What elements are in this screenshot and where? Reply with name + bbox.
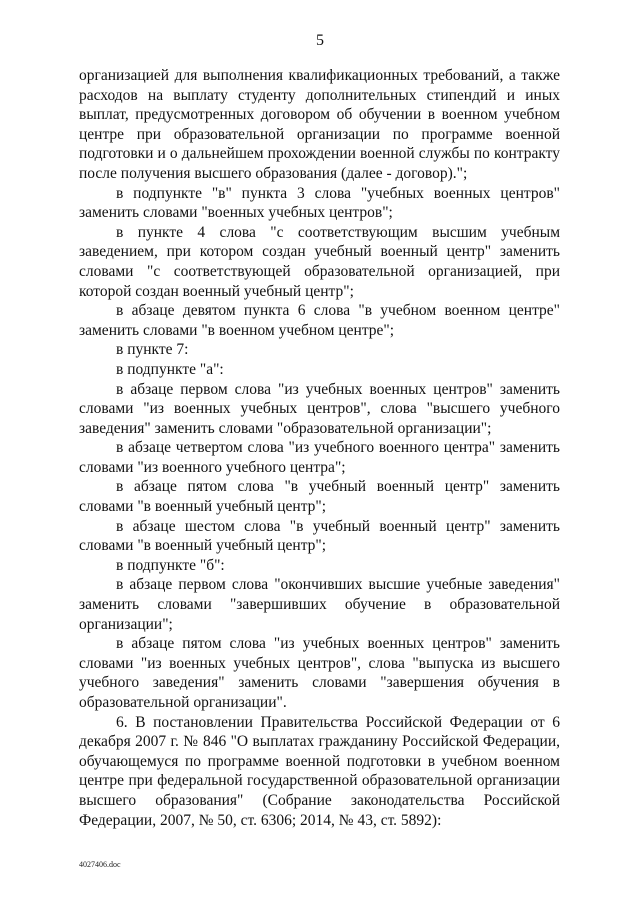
paragraph-13: в абзаце пятом слова "из учебных военных центров" заменить словами "из военных учебных центров", слова "выпуска из высшего учебного заведения" заменить словами "завершения обучения в образовательной организации". <box>79 635 560 711</box>
paragraph-4: в абзаце девятом пункта 6 слова "в учебном военном центре" заменить словами "в военном учебном центре"; <box>79 302 560 339</box>
paragraph-1: организацией для выполнения квалификационных требований, а также расходов на выплату студенту дополнительных стипендий и иных выплат, предусмотренных договором об обучении в военном учебном центре при образовательной организации по программе военной подготовки и о дальнейшем прохождении военной службы по контракту после получения высшего образования (далее - договор)."; <box>79 67 560 182</box>
paragraph-2: в подпункте "в" пункта 3 слова "учебных военных центров" заменить словами "военных учебных центров"; <box>79 184 560 222</box>
paragraph-3: в пункте 4 слова "с соответствующим высшим учебным заведением, при котором создан учебный военный центр" заменить словами "с соответствующей образовательной организацией, при которой создан военный учебный центр"; <box>79 223 560 300</box>
paragraph-11: в подпункте "б": <box>116 556 225 574</box>
paragraph-6: в подпункте "а": <box>116 360 224 378</box>
document-body <box>79 66 560 830</box>
paragraph-9: в абзаце пятом слова "в учебный военный центр" заменить словами "в военный учебный центр"; <box>79 478 560 516</box>
paragraph-5: в пункте 7: <box>116 341 189 359</box>
footer-filename: 4027406.doc <box>79 860 121 869</box>
page-number: 5 <box>316 32 324 49</box>
paragraph-8: в абзаце четвертом слова "из учебного военного центра" заменить словами "из военного учебного центра"; <box>79 439 560 476</box>
paragraph-10: в абзаце шестом слова "в учебный военный центр" заменить словами "в военный учебный центр"; <box>79 517 560 555</box>
paragraph-12: в абзаце первом слова "окончивших высшие учебные заведения" заменить словами "завершивших обучение в образовательной организации"; <box>79 576 560 633</box>
paragraph-14: 6. В постановлении Правительства Российской Федерации от 6 декабря 2007 г. № 846 "О выплатах гражданину Российской Федерации, обучающемуся по программе военной подготовки в учебном военном центре при федеральной государственной образовательной организации высшего образования" (Собрание законодательства Российской Федерации, 2007, № 50, ст. 6306; 2014, № 43, ст. 5892): <box>79 713 560 829</box>
paragraph-7: в абзаце первом слова "из учебных военных центров" заменить словами "из военных учебных центров", слова "высшего учебного заведения" заменить словами "образовательной организации"; <box>79 380 560 437</box>
